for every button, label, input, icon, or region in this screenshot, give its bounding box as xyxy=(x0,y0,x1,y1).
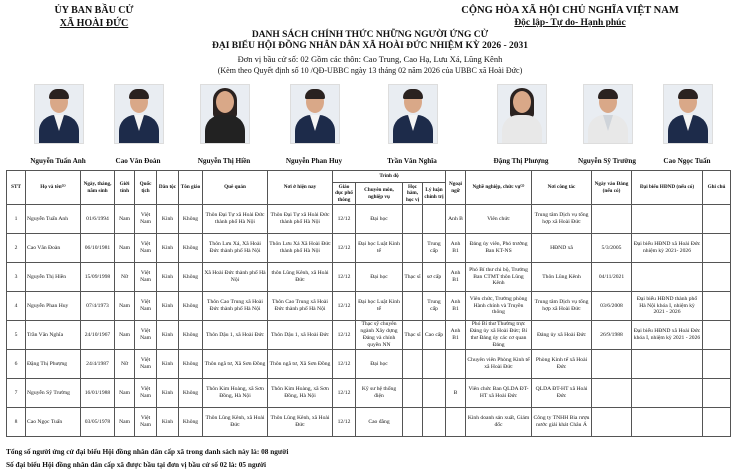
cell-stt: 6 xyxy=(7,350,26,379)
cell-ly-luan: Cao cấp xyxy=(423,321,446,350)
cell-stt: 5 xyxy=(7,321,26,350)
cell-ghi-chu xyxy=(703,321,731,350)
cell-hoc-ham xyxy=(403,234,423,263)
header-professional: Chuyên môn, nghiệp vụ xyxy=(356,183,403,205)
cell-noi-o: Thôn Kim Hoàng, xã Sơn Đồng, Hà Nội xyxy=(268,379,333,408)
issuer-line1: ỦY BAN BẦU CỬ xyxy=(54,5,134,16)
cell-ho-ten: Nguyễn Sỹ Trường xyxy=(26,379,81,408)
cell-quoc-tich: Việt Nam xyxy=(135,321,157,350)
cell-que-quan: Xã Hoài Đức thành phố Hà Nội xyxy=(203,263,268,292)
cell-hoc-ham xyxy=(403,350,423,379)
portrait-photo xyxy=(200,84,250,144)
total-candidates-note: Tổng số người ứng cử đại biểu Hội đồng nhân dân cấp xã trong danh sách này là: 08 người xyxy=(6,447,289,456)
header-hometown: Quê quán xyxy=(203,171,268,205)
cell-ngay-vao-dang xyxy=(592,350,632,379)
cell-ton-giao: Không xyxy=(179,263,203,292)
cell-nghe-nghiep: Phó Bí thư chi bộ, Trưởng Ban CTMT thôn Lũng Kênh xyxy=(466,263,532,292)
header-party-date: Ngày vào Đảng (nếu có) xyxy=(592,171,632,205)
header-council-delegate: Đại biểu HĐND (nếu có) xyxy=(632,171,703,205)
cell-gioi-tinh: Nam xyxy=(115,321,135,350)
header-language: Ngoại ngữ xyxy=(446,171,466,205)
cell-ngay-vao-dang xyxy=(592,379,632,408)
cell-dai-bieu: Đại biểu HĐND xã Hoài Đức nhiệm kỳ 2021- 2026 xyxy=(632,234,703,263)
cell-dai-bieu: Đại biểu HĐND xã Hoài Đức khóa I, nhiệm kỳ 2021 - 2026 xyxy=(632,321,703,350)
photo-caption: Nguyễn Thị Hiền xyxy=(197,157,251,165)
cell-ghi-chu xyxy=(703,379,731,408)
cell-stt: 3 xyxy=(7,263,26,292)
cell-dan-toc: Kinh xyxy=(157,321,179,350)
cell-quoc-tich: Việt Nam xyxy=(135,408,157,437)
header-general-education: Giáo dục phổ thông xyxy=(333,183,356,205)
cell-que-quan: Thôn ngã tư, Xã Sơn Đồng xyxy=(203,350,268,379)
cell-que-quan: Thôn Lũng Kênh, xã Hoài Đức xyxy=(203,408,268,437)
header-notes: Ghi chú xyxy=(703,171,731,205)
decision-reference: (Kèm theo Quyết định số 10 /QĐ-UBBC ngày 13 tháng 02 năm 2026 của UBBC xã Hoài Đức) xyxy=(217,66,523,75)
photo-caption: Cao Ngọc Tuấn xyxy=(663,157,711,165)
cell-ngay-vao-dang xyxy=(592,205,632,234)
cell-gioi-tinh: Nữ xyxy=(115,350,135,379)
cell-ngoai-ngu: Anh B xyxy=(446,205,466,234)
portrait-photo xyxy=(583,84,633,144)
cell-ton-giao: Không xyxy=(179,350,203,379)
cell-gioi-tinh: Nữ xyxy=(115,263,135,292)
portrait-photo xyxy=(663,84,713,144)
cell-que-quan: Thôn Cao Trung xã Hoài Đức thành phố Hà Nội xyxy=(203,292,268,321)
candidate-table xyxy=(6,170,731,437)
photo-caption: Cao Văn Đoàn xyxy=(115,157,161,165)
cell-gioi-tinh: Nam xyxy=(115,292,135,321)
header-residence: Nơi ở hiện nay xyxy=(268,171,333,205)
cell-hoc-ham: Thạc sĩ xyxy=(403,263,423,292)
header-academic-degree: Học hàm, học vị xyxy=(403,183,423,205)
cell-ngay-sinh: 07/4/1973 xyxy=(81,292,115,321)
cell-chuyen-mon: Kỹ sư hệ thống điện xyxy=(356,379,403,408)
table-row xyxy=(7,408,731,437)
cell-gdpt: 12/12 xyxy=(333,263,356,292)
cell-dan-toc: Kinh xyxy=(157,292,179,321)
cell-ly-luan: sơ cấp xyxy=(423,263,446,292)
cell-ho-ten: Cao Ngọc Tuấn xyxy=(26,408,81,437)
cell-ngoai-ngu: Anh B1 xyxy=(446,292,466,321)
header-education: Trình độ xyxy=(333,171,446,183)
cell-chuyen-mon: Đại học Luật Kinh tế xyxy=(356,292,403,321)
header-ethnicity: Dân tộc xyxy=(157,171,179,205)
cell-ton-giao: Không xyxy=(179,292,203,321)
cell-gdpt: 12/12 xyxy=(333,234,356,263)
cell-que-quan: Thôn Kim Hoàng, xã Sơn Đồng, Hà Nội xyxy=(203,379,268,408)
cell-chuyen-mon: Thạc sỹ chuyên ngành Xây dựng Đảng và chính quyền NN xyxy=(356,321,403,350)
header-stt: STT xyxy=(7,171,26,205)
cell-nghe-nghiep: Kinh doanh sản xuất, Giám đốc xyxy=(466,408,532,437)
cell-quoc-tich: Việt Nam xyxy=(135,292,157,321)
cell-ngay-sinh: 24/4/1987 xyxy=(81,350,115,379)
cell-nghe-nghiep: Viên chức, Trưởng phòng Hành chính và Truyền thông xyxy=(466,292,532,321)
issuer-line2: XÃ HOÀI ĐỨC xyxy=(59,18,129,29)
cell-ngay-sinh: 01/6/1994 xyxy=(81,205,115,234)
cell-ngay-sinh: 03/05/1978 xyxy=(81,408,115,437)
cell-dai-bieu: Đại biểu HĐND thành phố Hà Nội khóa I, nhiệm kỳ 2021 - 2026 xyxy=(632,292,703,321)
cell-ngoai-ngu: Anh B1 xyxy=(446,321,466,350)
cell-hoc-ham xyxy=(403,292,423,321)
portrait-photo xyxy=(34,84,84,144)
electoral-unit: Đơn vị bầu cử số: 02 Gồm các thôn: Cao Trung, Cao Hạ, Lưu Xá, Lũng Kênh xyxy=(237,54,503,64)
cell-ghi-chu xyxy=(703,234,731,263)
cell-ly-luan xyxy=(423,350,446,379)
cell-gdpt: 12/12 xyxy=(333,350,356,379)
cell-hoc-ham xyxy=(403,408,423,437)
table-row xyxy=(7,234,731,263)
portrait-photo xyxy=(290,84,340,144)
cell-noi-cong-tac: Trung tâm Dịch vụ tổng hợp xã Hoài Đức xyxy=(532,292,592,321)
cell-noi-o: Thôn Cao Trung xã Hoài Đức thành phố Hà Nội xyxy=(268,292,333,321)
cell-gioi-tinh: Nam xyxy=(115,234,135,263)
cell-noi-o: thôn Lũng Kênh, xã Hoài Đức xyxy=(268,263,333,292)
table-row xyxy=(7,205,731,234)
cell-dai-bieu xyxy=(632,408,703,437)
cell-dan-toc: Kinh xyxy=(157,408,179,437)
cell-noi-cong-tac: QLDA ĐT-HT xã Hoài Đức xyxy=(532,379,592,408)
cell-ton-giao: Không xyxy=(179,234,203,263)
cell-dan-toc: Kinh xyxy=(157,205,179,234)
cell-que-quan: Thôn Đại Tự xã Hoài Đức thành phố Hà Nội xyxy=(203,205,268,234)
cell-nghe-nghiep: Viên chức xyxy=(466,205,532,234)
cell-ngay-sinh: 06/10/1981 xyxy=(81,234,115,263)
portrait-photo xyxy=(388,84,438,144)
table-row xyxy=(7,321,731,350)
cell-chuyen-mon: Cao đẳng xyxy=(356,408,403,437)
header-religion: Tôn giáo xyxy=(179,171,203,205)
cell-noi-cong-tac: HĐND xã xyxy=(532,234,592,263)
cell-gioi-tinh: Nam xyxy=(115,379,135,408)
cell-ngoai-ngu: Anh B1 xyxy=(446,263,466,292)
cell-ngay-vao-dang xyxy=(592,408,632,437)
cell-gioi-tinh: Nam xyxy=(115,205,135,234)
cell-hoc-ham: Thạc sĩ xyxy=(403,321,423,350)
header-dob: Ngày, tháng, năm sinh xyxy=(81,171,115,205)
cell-hoc-ham xyxy=(403,379,423,408)
cell-ho-ten: Cao Văn Đoàn xyxy=(26,234,81,263)
cell-que-quan: Thôn Lưu Xá, Xã Hoài Đức thành phố Hà Nội xyxy=(203,234,268,263)
header-name: Họ và tên⁽¹⁾ xyxy=(26,171,81,205)
table-row xyxy=(7,263,731,292)
cell-ghi-chu xyxy=(703,350,731,379)
seats-note: Số đại biểu Hội đồng nhân dân cấp xã được bầu tại đơn vị bầu cử số 02 là: 05 người xyxy=(6,460,267,469)
header-occupation: Nghề nghiệp, chức vụ⁽²⁾ xyxy=(466,171,532,205)
cell-ton-giao: Không xyxy=(179,379,203,408)
cell-ngay-sinh: 24/10/1967 xyxy=(81,321,115,350)
cell-gdpt: 12/12 xyxy=(333,379,356,408)
cell-chuyen-mon: Đại học xyxy=(356,263,403,292)
cell-ly-luan xyxy=(423,379,446,408)
national-header xyxy=(420,4,720,30)
document-title xyxy=(150,30,590,52)
cell-ho-ten: Trần Văn Nghĩa xyxy=(26,321,81,350)
cell-hoc-ham xyxy=(403,205,423,234)
cell-dan-toc: Kinh xyxy=(157,379,179,408)
cell-dan-toc: Kinh xyxy=(157,234,179,263)
title-line1: DANH SÁCH CHÍNH THỨC NHỮNG NGƯỜI ỨNG CỬ xyxy=(251,30,489,40)
cell-chuyen-mon: Đại học xyxy=(356,205,403,234)
cell-ngay-vao-dang: 5/3/2005 xyxy=(592,234,632,263)
cell-ho-ten: Nguyễn Thị Hiền xyxy=(26,263,81,292)
cell-ly-luan: Trung cấp xyxy=(423,292,446,321)
header-gender: Giới tính xyxy=(115,171,135,205)
national-motto: Độc lập- Tự do- Hạnh phúc xyxy=(514,18,626,28)
table-row xyxy=(7,379,731,408)
title-line2: ĐẠI BIỂU HỘI ĐỒNG NHÂN DÂN XÃ HOÀI ĐỨC NHIỆM KỲ 2026 - 2031 xyxy=(211,41,529,51)
header-workplace: Nơi công tác xyxy=(532,171,592,205)
cell-ly-luan xyxy=(423,205,446,234)
cell-ghi-chu xyxy=(703,408,731,437)
cell-stt: 4 xyxy=(7,292,26,321)
cell-dai-bieu xyxy=(632,205,703,234)
photo-caption: Trần Văn Nghĩa xyxy=(387,157,437,165)
cell-nghe-nghiep: Viên chức Ban QLDA ĐT-HT xã Hoài Đức xyxy=(466,379,532,408)
cell-dai-bieu xyxy=(632,379,703,408)
cell-ngoai-ngu: B xyxy=(446,379,466,408)
cell-noi-cong-tac: Phòng Kinh tế xã Hoài Đức xyxy=(532,350,592,379)
cell-chuyen-mon: Đại học xyxy=(356,350,403,379)
cell-noi-cong-tac: Công ty TNHH Bia rượu nước giải khát Châu Á xyxy=(532,408,592,437)
cell-ngoai-ngu xyxy=(446,408,466,437)
cell-noi-cong-tac: Đảng ủy xã Hoài Đức xyxy=(532,321,592,350)
photo-caption: Nguyễn Tuấn Anh xyxy=(30,157,86,165)
cell-dan-toc: Kinh xyxy=(157,263,179,292)
cell-ton-giao: Không xyxy=(179,205,203,234)
cell-ngay-vao-dang: 04/11/2021 xyxy=(592,263,632,292)
cell-dai-bieu xyxy=(632,263,703,292)
cell-ton-giao: Không xyxy=(179,321,203,350)
cell-quoc-tich: Việt Nam xyxy=(135,350,157,379)
photo-caption: Nguyễn Sỹ Trường xyxy=(578,157,636,165)
header-nationality: Quốc tịch xyxy=(135,171,157,205)
cell-ho-ten: Đặng Thị Phượng xyxy=(26,350,81,379)
national-title: CỘNG HÒA XÃ HỘI CHỦ NGHĨA VIỆT NAM xyxy=(461,5,679,16)
cell-gdpt: 12/12 xyxy=(333,292,356,321)
cell-noi-cong-tac: Trung tâm Dịch vụ tổng hợp xã Hoài Đức xyxy=(532,205,592,234)
cell-que-quan: Thôn Dậu 1, xã Hoài Đức xyxy=(203,321,268,350)
cell-quoc-tich: Việt Nam xyxy=(135,263,157,292)
cell-ho-ten: Nguyễn Tuấn Anh xyxy=(26,205,81,234)
cell-gdpt: 12/12 xyxy=(333,205,356,234)
cell-dai-bieu xyxy=(632,350,703,379)
cell-noi-cong-tac: Thôn Lũng Kênh xyxy=(532,263,592,292)
cell-ngay-sinh: 15/09/1998 xyxy=(81,263,115,292)
cell-ngoai-ngu: Anh B1 xyxy=(446,234,466,263)
photo-caption: Nguyễn Phan Huy xyxy=(285,157,343,165)
cell-gdpt: 12/12 xyxy=(333,408,356,437)
cell-ghi-chu xyxy=(703,263,731,292)
cell-ngay-vao-dang: 03/6/2008 xyxy=(592,292,632,321)
cell-nghe-nghiep: Chuyên viên Phòng Kinh tế xã Hoài Đức xyxy=(466,350,532,379)
portrait-photo xyxy=(497,84,547,144)
photo-caption: Đặng Thị Phượng xyxy=(493,157,549,165)
cell-quoc-tich: Việt Nam xyxy=(135,205,157,234)
issuer-header xyxy=(14,4,174,30)
cell-stt: 7 xyxy=(7,379,26,408)
table-row xyxy=(7,292,731,321)
cell-dan-toc: Kinh xyxy=(157,350,179,379)
cell-stt: 1 xyxy=(7,205,26,234)
cell-noi-o: Thôn Lũng Kênh, xã Hoài Đức xyxy=(268,408,333,437)
cell-nghe-nghiep: Đảng ủy viên, Phó trưởng Ban KT-NS xyxy=(466,234,532,263)
cell-nghe-nghiep: Phó Bí thư Thường trực Đảng ủy xã Hoài Đức; Bí thư Đảng ủy các cơ quan Đảng xyxy=(466,321,532,350)
cell-ngay-vao-dang: 26/9/1988 xyxy=(592,321,632,350)
cell-gioi-tinh: Nam xyxy=(115,408,135,437)
cell-ly-luan xyxy=(423,408,446,437)
cell-ngay-sinh: 16/01/1988 xyxy=(81,379,115,408)
cell-quoc-tich: Việt Nam xyxy=(135,379,157,408)
header-political-theory: Lý luận chính trị xyxy=(423,183,446,205)
cell-ghi-chu xyxy=(703,205,731,234)
cell-ghi-chu xyxy=(703,292,731,321)
cell-quoc-tich: Việt Nam xyxy=(135,234,157,263)
cell-ho-ten: Nguyễn Phan Huy xyxy=(26,292,81,321)
cell-ton-giao: Không xyxy=(179,408,203,437)
cell-noi-o: Thôn ngã tư, Xã Sơn Đồng xyxy=(268,350,333,379)
table-row xyxy=(7,350,731,379)
cell-noi-o: Thôn Đại Tự xã Hoài Đức thành phố Hà Nội xyxy=(268,205,333,234)
cell-noi-o: Thôn Lưu Xá Xã Hoài Đức thành phố Hà Nội xyxy=(268,234,333,263)
cell-ngoai-ngu xyxy=(446,350,466,379)
cell-stt: 8 xyxy=(7,408,26,437)
cell-ly-luan: Trung cấp xyxy=(423,234,446,263)
cell-noi-o: Thôn Dậu 1, xã Hoài Đức xyxy=(268,321,333,350)
portrait-photo xyxy=(114,84,164,144)
cell-chuyen-mon: Đại học Luật Kinh tế xyxy=(356,234,403,263)
cell-gdpt: 12/12 xyxy=(333,321,356,350)
cell-stt: 2 xyxy=(7,234,26,263)
